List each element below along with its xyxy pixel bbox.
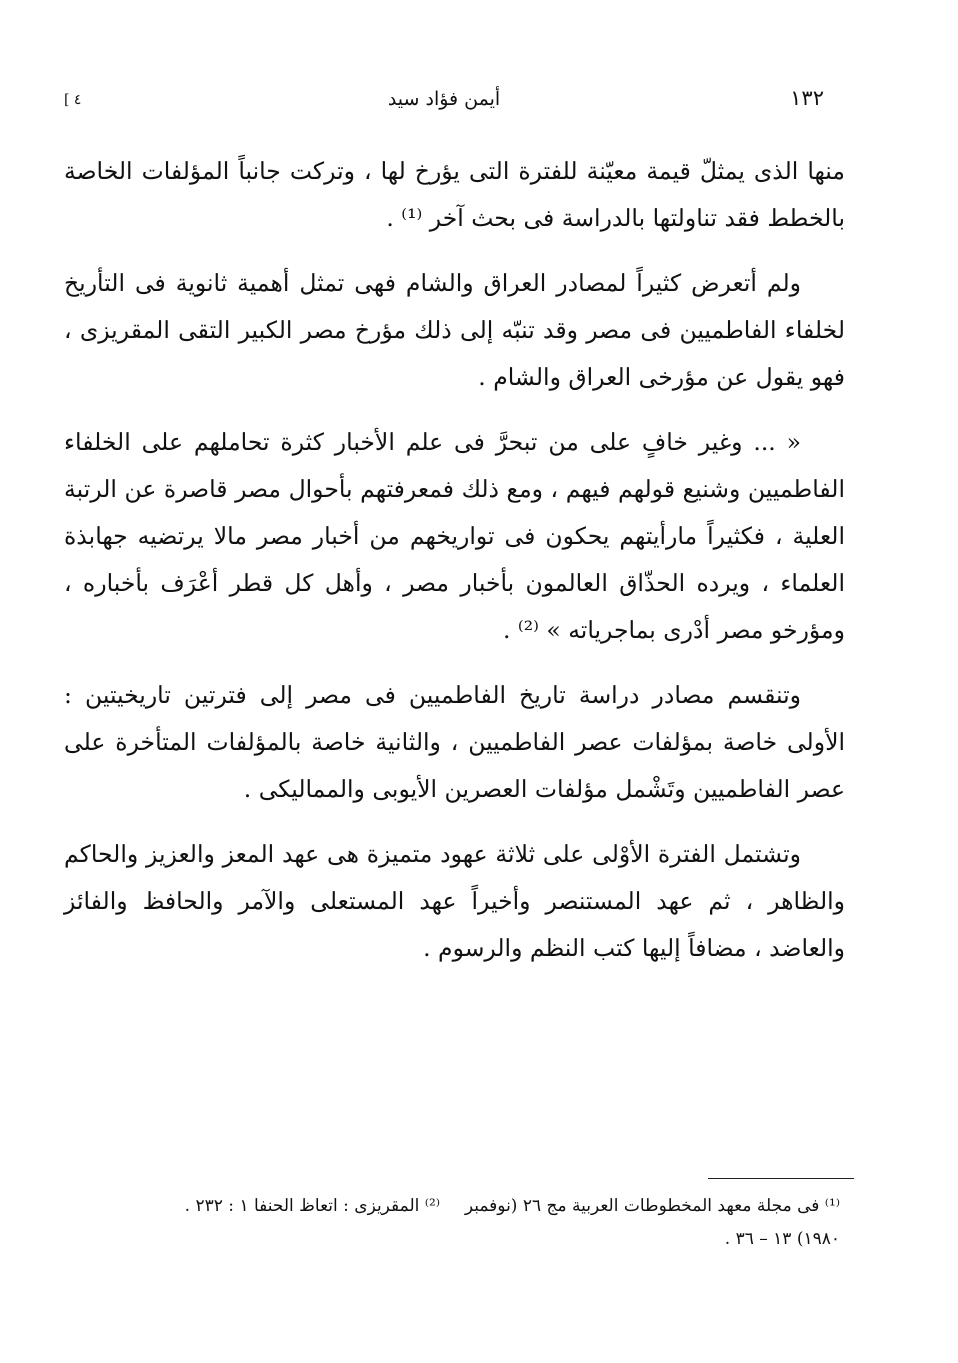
paragraph-quote: « ... وغير خافٍ على من تبحرَّ فى علم الأخبار كثرة تحاملهم على الخلفاء الفاطميين وشنيع قولهم فيهم ، ومع ذلك فمعرفتهم بأحوال مصر قاصرة عن الرتبة العلية ، فكثيراً مارأيتهم يحكون فى تواريخهم من أخبار مصر مالا يرتضيه جهابذة العلماء ، ويرده الحذّاق العالمون بأخبار مصر ، وأهل كل قطر أعْرَف بأخباره ، ومؤرخو مصر أدْرى بماجرياته » ⁽²⁾ . (64, 428, 845, 644)
paragraph-2: ولم أتعرض كثيراً لمصادر العراق والشام فهى تمثل أهمية ثانوية فى التأريخ لخلفاء الفاطميين فى مصر وقد تنبّه إلى ذلك مؤرخ مصر الكبير التقى المقريزى ، فهو يقول عن مؤرخى العراق والشام . (64, 269, 845, 391)
issue-mark: [ ٤ (64, 92, 82, 108)
page-number: ١٣٢ (790, 86, 824, 110)
page-header (64, 86, 824, 116)
footnote-divider (708, 1178, 854, 1179)
footnote-2: ⁽²⁾ المقريزى : اتعاظ الحنفا ١ : ٢٣٢ . (184, 1196, 440, 1216)
body-text (64, 148, 845, 990)
footnote-1-continued: ١٩٨٠) ١٣ – ٣٦ . (724, 1229, 840, 1249)
paragraph-4: وتنقسم مصادر دراسة تاريخ الفاطميين فى مصر إلى فترتين تاريخيتين : الأولى خاصة بمؤلفات عصر الفاطميين ، والثانية خاصة بالمؤلفات المتأخرة على عصر الفاطميين وتَشْمل مؤلفات العصرين الأيوبى والمماليكى . (64, 681, 845, 803)
footnote-1: ⁽¹⁾ فى مجلة معهد المخطوطات العربية مج ٢٦ (نوفمبر (464, 1196, 840, 1216)
running-author: أيمن فؤاد سيد (387, 88, 501, 110)
paragraph-1: منها الذى يمثلّ قيمة معيّنة للفترة التى يؤرخ لها ، وتركت جانباً المؤلفات الخاصة بالخطط فقد تناولتها بالدراسة فى بحث آخر ⁽¹⁾ . (64, 157, 845, 232)
paragraph-5: وتشتمل الفترة الأوْلى على ثلاثة عهود متميزة هى عهد المعز والعزيز والحاكم والظاهر ، ثم عهد المستنصر وأخيراً عهد المستعلى والآمر والحافظ والفائز والعاضد ، مضافاً إليها كتب النظم والرسوم . (64, 840, 845, 962)
